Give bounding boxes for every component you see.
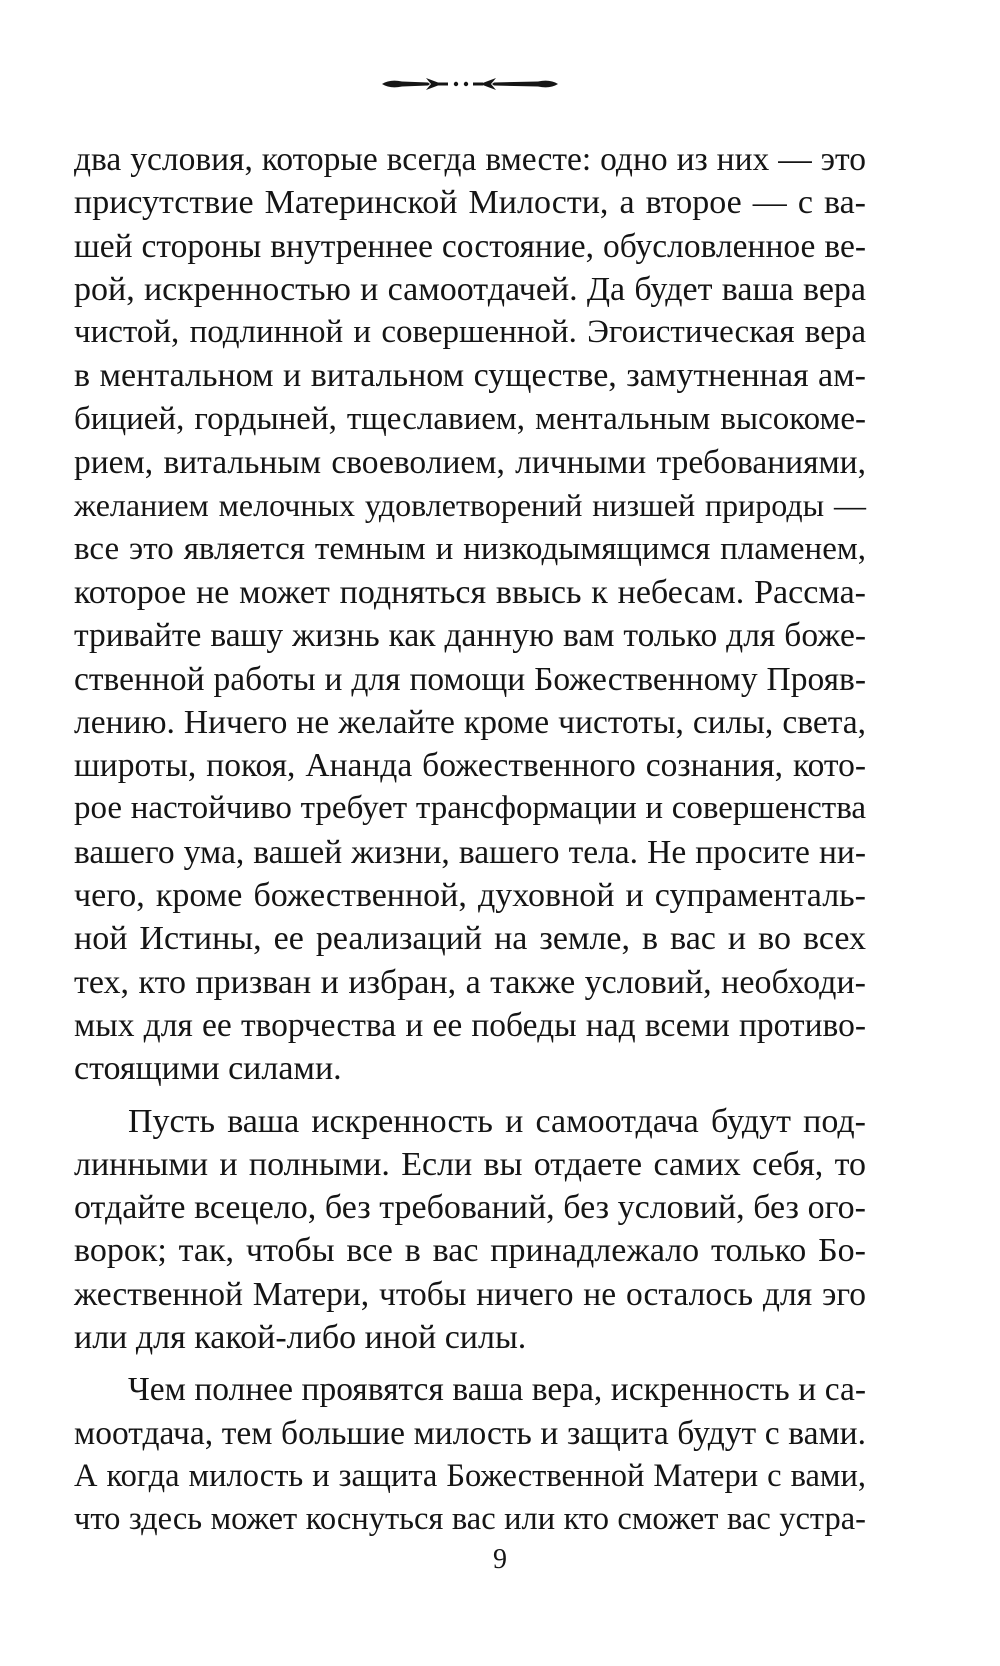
text-line: шей стороны внутреннее состояние, обусловленное ве-: [74, 227, 866, 265]
text-line: чистой, подлинной и совершенной. Эгоистическая вера: [74, 314, 866, 351]
text-line: Пусть ваша искренность и самоотдача будут под-: [128, 1102, 866, 1140]
text-line: или для какой-либо иной силы.: [74, 1319, 527, 1357]
text-line: присутствие Материнской Милости, а второе — с ва-: [74, 184, 866, 222]
text-line: тривайте вашу жизнь как данную вам только для боже-: [74, 617, 866, 655]
text-line: стоящими силами.: [74, 1050, 342, 1088]
text-line: ворок; так, чтобы все в вас принадлежало только Бо-: [74, 1232, 866, 1270]
paragraph-2: [74, 1100, 866, 1360]
text-line: Чем полнее проявятся ваша вера, искренность и са-: [128, 1371, 866, 1409]
text-line: ственной работы и для помощи Божественному Прояв-: [74, 660, 866, 698]
text-line: рое настойчиво требует трансформации и совершенства: [74, 790, 866, 827]
text-line: вашего ума, вашей жизни, вашего тела. Не просите ни-: [74, 833, 866, 871]
text-line: моотдача, тем большие милость и защита будут с вами.: [74, 1414, 866, 1452]
paragraph-gap: [74, 1091, 866, 1100]
text-line: лению. Ничего не желайте кроме чистоты, силы, света,: [74, 703, 866, 741]
paragraph-3: [74, 1368, 866, 1541]
text-line: которое не может подняться ввысь к небесам. Рассма-: [74, 573, 866, 611]
text-line: мых для ее творчества и ее победы над всеми противо-: [74, 1006, 866, 1044]
text-line: желанием мелочных удовлетворений низшей природы —: [74, 487, 866, 524]
text-line: жественной Матери, чтобы ничего не осталось для эго: [74, 1275, 866, 1313]
text-line: чего, кроме божественной, духовной и супраменталь-: [74, 877, 866, 915]
text-line: отдайте всецело, без требований, без условий, без ого-: [74, 1189, 866, 1227]
body-text: [74, 138, 866, 1542]
paragraph-1: [74, 138, 866, 1091]
text-line: широты, покоя, Ананда божественного сознания, кото-: [74, 747, 866, 785]
text-line: рием, витальным своеволием, личными требованиями,: [74, 444, 866, 482]
text-line: в ментальном и витальном существе, замутненная ам-: [74, 357, 866, 395]
page-number: 9: [493, 1544, 507, 1575]
text-line: два условия, которые всегда вместе: одно из них — это: [74, 141, 866, 178]
text-line: бицией, гордыней, тщеславием, ментальным высокоме-: [74, 400, 866, 437]
text-line: рой, искренностью и самоотдачей. Да будет ваша вера: [74, 270, 866, 308]
text-line: что здесь может коснуться вас или кто сможет вас устра-: [74, 1501, 866, 1538]
decorative-fleuron-icon: [380, 72, 560, 96]
text-line: все это является темным и низкодымящимся пламенем,: [74, 530, 866, 567]
text-line: линными и полными. Если вы отдаете самих себя, то: [74, 1145, 866, 1183]
text-line: ной Истины, ее реализаций на земле, в вас и во всех: [74, 920, 866, 958]
text-line: А когда милость и защита Божественной Матери с вами,: [74, 1457, 866, 1494]
paragraph-gap: [74, 1359, 866, 1368]
text-line: тех, кто призван и избран, а также условий, необходи-: [74, 963, 866, 1001]
